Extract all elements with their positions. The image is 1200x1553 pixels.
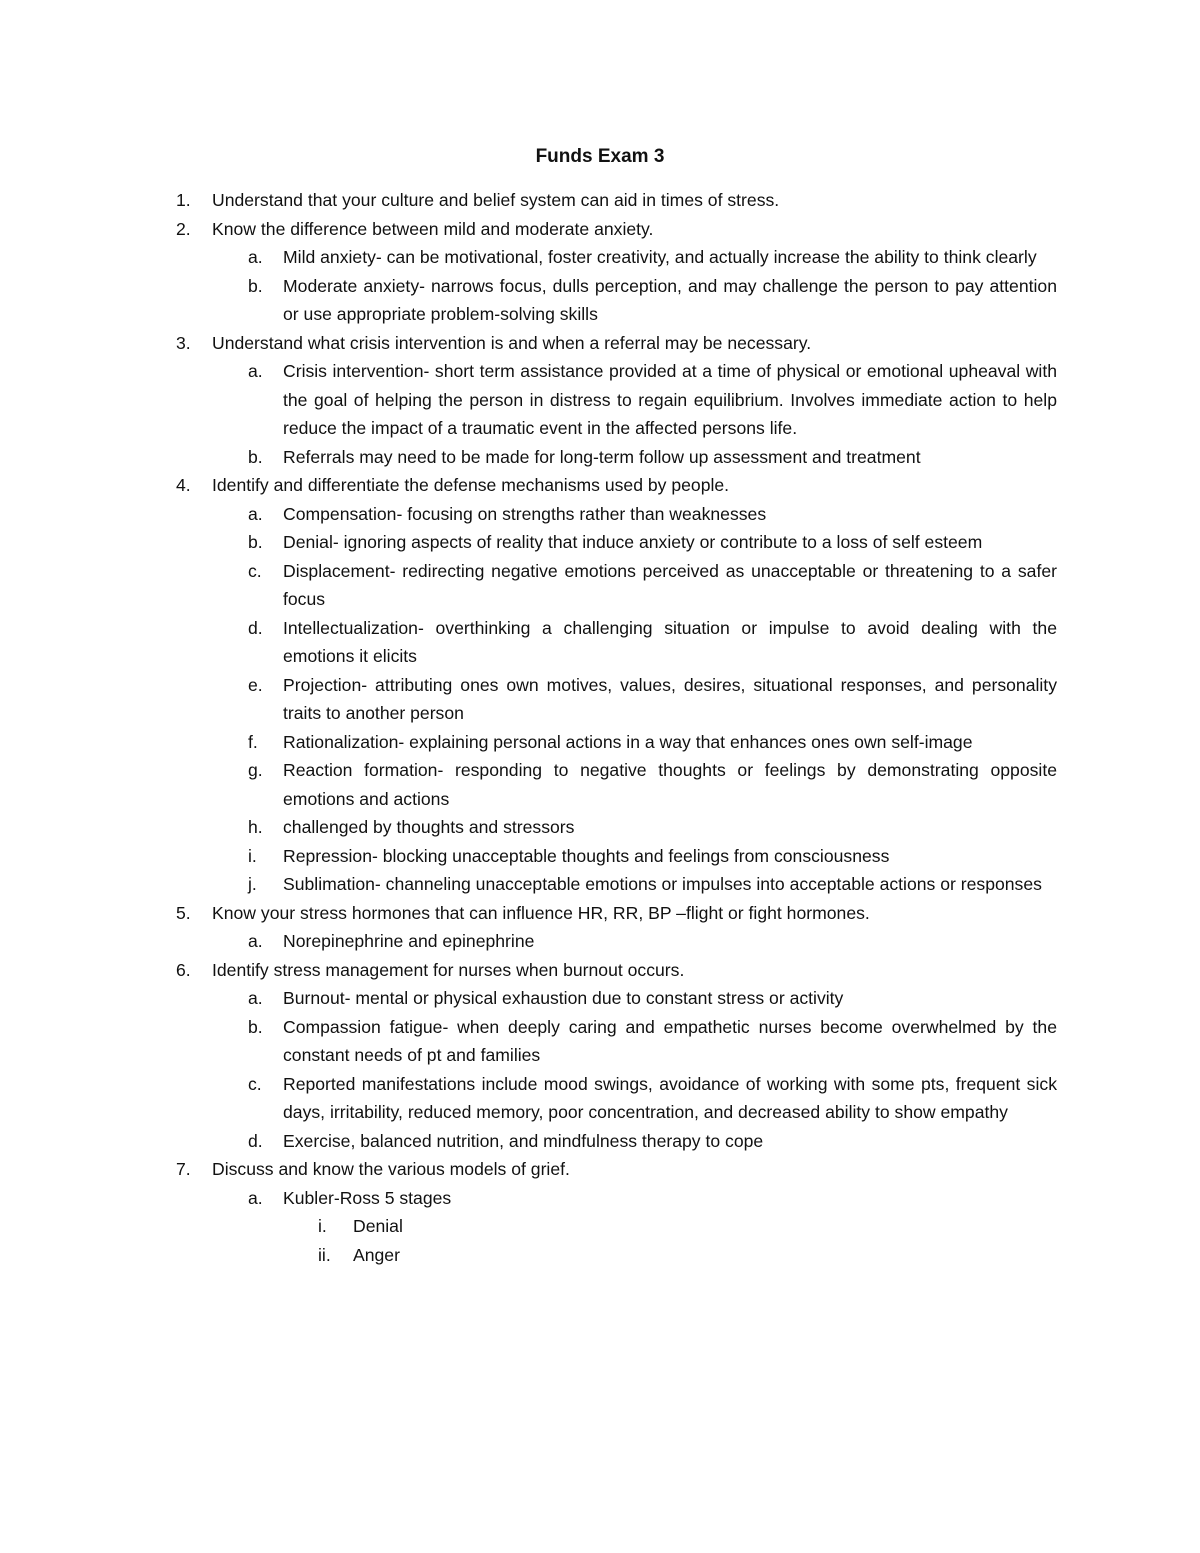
list-item-text: Moderate anxiety- narrows focus, dulls perception, and may challenge the person to pay attention or use appropriate problem-solving skills xyxy=(283,275,1057,324)
sub-list-item xyxy=(0,614,1057,671)
sub-list-item xyxy=(0,671,1057,728)
list-marker: d. xyxy=(248,617,263,638)
list-marker: h. xyxy=(248,817,263,837)
list-marker: g. xyxy=(248,760,263,780)
sub-sub-list-item xyxy=(0,1212,1057,1241)
list-marker: b. xyxy=(248,275,263,296)
list-item xyxy=(0,956,1057,985)
list-marker: b. xyxy=(248,532,263,552)
sub-list-item xyxy=(0,357,1057,443)
sub-list-item xyxy=(0,870,1057,899)
sub-list-item xyxy=(0,528,1057,557)
list-item-text: Identify stress management for nurses when burnout occurs. xyxy=(212,959,685,980)
list-item-text: Compensation- focusing on strengths rather than weaknesses xyxy=(283,503,767,524)
sub-list-item xyxy=(0,756,1057,813)
sub-list-item xyxy=(0,1070,1057,1127)
sub-list-item xyxy=(0,500,1057,529)
sub-list-item xyxy=(0,813,1057,842)
list-item-text: Repression- blocking unacceptable thoughts and feelings from consciousness xyxy=(283,845,890,866)
list-marker: 7. xyxy=(176,1159,191,1179)
list-item-text: Denial- ignoring aspects of reality that induce anxiety or contribute to a loss of self esteem xyxy=(283,532,983,552)
list-marker: a. xyxy=(248,503,263,524)
list-item xyxy=(0,899,1057,928)
sub-list-item xyxy=(0,842,1057,871)
sub-list-item xyxy=(0,272,1057,329)
sub-list-item xyxy=(0,1013,1057,1070)
list-item-text: Mild anxiety- can be motivational, foster creativity, and actually increase the ability to think clearly xyxy=(283,247,1037,267)
outline-list xyxy=(0,186,1200,1269)
list-item-text: Compassion fatigue- when deeply caring and empathetic nurses become overwhelmed by the constant needs of pt and families xyxy=(283,1016,1057,1065)
list-marker: 4. xyxy=(176,475,191,495)
list-marker: 6. xyxy=(176,959,191,980)
list-item-text: Exercise, balanced nutrition, and mindfulness therapy to cope xyxy=(283,1130,764,1151)
sub-list-item xyxy=(0,1127,1057,1156)
sub-list-item xyxy=(0,927,1057,956)
list-item-text: Reaction formation- responding to negative thoughts or feelings by demonstrating opposite emotions and actions xyxy=(283,760,1057,809)
list-marker: a. xyxy=(248,1187,263,1208)
list-marker: 2. xyxy=(176,218,191,239)
list-marker: a. xyxy=(248,247,263,267)
list-item-text: Denial xyxy=(353,1216,403,1236)
list-marker: 1. xyxy=(176,190,191,210)
list-marker: b. xyxy=(248,1016,263,1037)
sub-list-item xyxy=(0,728,1057,757)
sub-list-item xyxy=(0,984,1057,1013)
list-item-text: Anger xyxy=(353,1244,400,1265)
list-item-text: Know your stress hormones that can influence HR, RR, BP –flight or fight hormones. xyxy=(212,902,870,923)
sub-list-item xyxy=(0,243,1057,272)
list-marker: f. xyxy=(248,731,258,752)
list-marker: e. xyxy=(248,674,263,695)
list-marker: 5. xyxy=(176,902,191,923)
list-marker: a. xyxy=(248,361,263,381)
list-item-text: challenged by thoughts and stressors xyxy=(283,817,575,837)
list-item-text: Displacement- redirecting negative emotions perceived as unacceptable or threatening to a safer focus xyxy=(283,560,1057,609)
list-item xyxy=(0,471,1057,500)
sub-list-item xyxy=(0,557,1057,614)
list-marker: 3. xyxy=(176,332,191,353)
list-item xyxy=(0,329,1057,358)
list-marker: a. xyxy=(248,988,263,1008)
list-item-text: Understand what crisis intervention is and when a referral may be necessary. xyxy=(212,332,812,353)
list-item-text: Sublimation- channeling unacceptable emotions or impulses into acceptable actions or responses xyxy=(283,874,1042,894)
list-item-text: Projection- attributing ones own motives, values, desires, situational responses, and personality traits to another person xyxy=(283,674,1057,723)
list-marker: c. xyxy=(248,1073,262,1094)
list-item-text: Burnout- mental or physical exhaustion due to constant stress or activity xyxy=(283,988,844,1008)
list-marker: j. xyxy=(248,874,257,894)
list-item-text: Referrals may need to be made for long-term follow up assessment and treatment xyxy=(283,446,921,467)
list-item-text: Intellectualization- overthinking a challenging situation or impulse to avoid dealing with the emotions it elicits xyxy=(283,617,1057,666)
list-item-text: Rationalization- explaining personal actions in a way that enhances ones own self-image xyxy=(283,731,973,752)
list-marker: d. xyxy=(248,1130,263,1151)
sub-list-item xyxy=(0,1184,1057,1213)
list-marker: c. xyxy=(248,560,262,581)
list-marker: a. xyxy=(248,931,263,951)
list-item-text: Identify and differentiate the defense mechanisms used by people. xyxy=(212,475,730,495)
list-item-text: Know the difference between mild and moderate anxiety. xyxy=(212,218,654,239)
list-marker: i. xyxy=(248,845,257,866)
list-item xyxy=(0,1155,1057,1184)
sub-list-item xyxy=(0,443,1057,472)
list-item-text: Understand that your culture and belief system can aid in times of stress. xyxy=(212,190,780,210)
list-item xyxy=(0,215,1057,244)
list-item-text: Reported manifestations include mood swings, avoidance of working with some pts, frequent sick days, irritability, reduced memory, poor concentration, and decreased ability to show empathy xyxy=(283,1073,1057,1122)
list-item-text: Kubler-Ross 5 stages xyxy=(283,1187,452,1208)
list-item xyxy=(0,186,1057,215)
list-item-text: Norepinephrine and epinephrine xyxy=(283,931,535,951)
document-title: Funds Exam 3 xyxy=(535,146,665,167)
list-item-text: Crisis intervention- short term assistance provided at a time of physical or emotional upheaval with the goal of helping the person in distress to regain equilibrium. Involves immediate action to help reduce the impact of a traumatic event in the affected persons life. xyxy=(283,361,1057,438)
list-marker: i. xyxy=(318,1216,327,1236)
list-item-text: Discuss and know the various models of grief. xyxy=(212,1159,570,1179)
sub-sub-list-item xyxy=(0,1241,1057,1270)
list-marker: ii. xyxy=(318,1244,331,1265)
list-marker: b. xyxy=(248,446,263,467)
